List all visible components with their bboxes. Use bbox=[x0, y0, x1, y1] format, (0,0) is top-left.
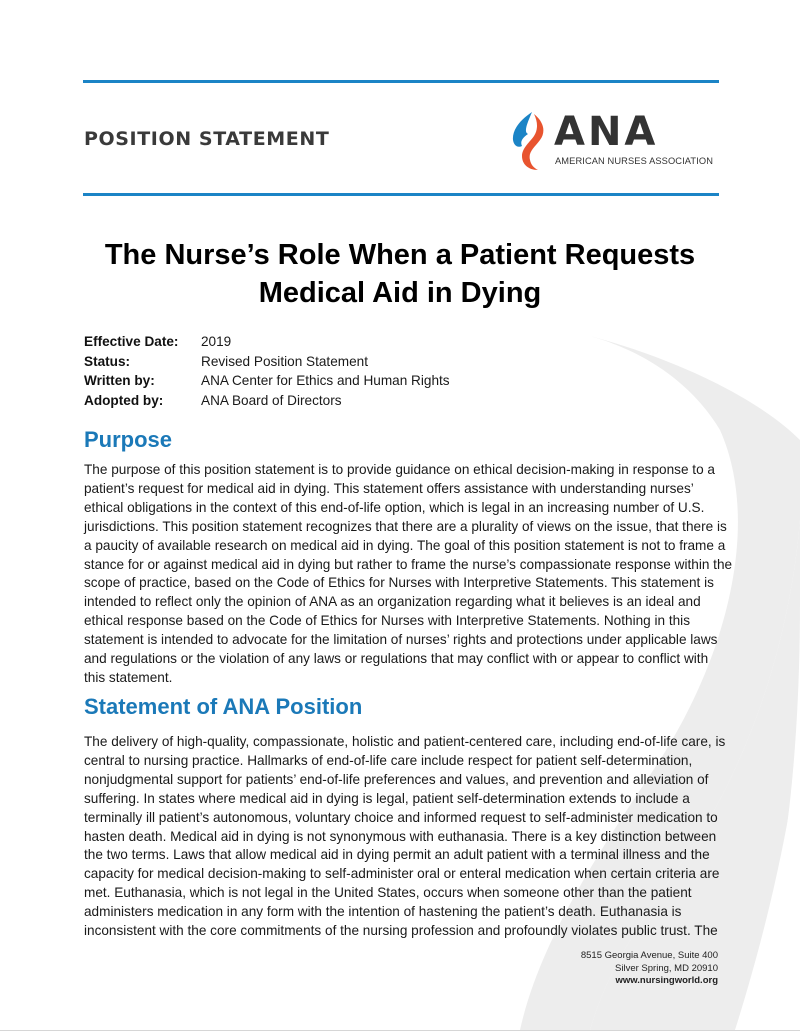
meta-label: Written by: bbox=[84, 373, 155, 388]
footer-address bbox=[581, 950, 718, 988]
text-line: The purpose of this position statement is to provide guidance on ethical decision-making in response to a bbox=[84, 462, 715, 477]
meta-value: ANA Board of Directors bbox=[201, 392, 342, 408]
ana-wordmark: ANA bbox=[554, 109, 659, 155]
text-line: suffering. In states where medical aid in dying is legal, patient self-determination extends to include a bbox=[84, 790, 690, 806]
meta-label: Adopted by: bbox=[84, 392, 164, 408]
document-metadata bbox=[84, 332, 450, 410]
ana-logo-subtitle: AMERICAN NURSES ASSOCIATION bbox=[555, 156, 714, 166]
text-line: central to nursing practice. Hallmarks of end-of-life care include respect for patient self-determination, bbox=[84, 752, 693, 768]
document-title bbox=[60, 236, 740, 312]
text-line: met. Euthanasia, which is not legal in the United States, occurs when someone other than the patient bbox=[84, 885, 692, 901]
meta-row-written-by bbox=[84, 371, 450, 391]
section-heading-purpose: Purpose bbox=[84, 427, 173, 452]
text-line: the two terms. Laws that allow medical aid in dying permit an adult patient with a terminal illness and the bbox=[84, 847, 710, 863]
ana-logo bbox=[510, 110, 725, 172]
text-line: administers medication in any form with the intention of hastening the patient’s death. Euthanasia is bbox=[84, 904, 682, 920]
text-line: terminally ill patient’s autonomous, voluntary choice and informed request to self-administer medication to bbox=[84, 809, 718, 825]
text-line: scope of practice, based on the Code of Ethics for Nurses with Interpretive Statements. This statement is bbox=[84, 575, 714, 591]
purpose-paragraph bbox=[84, 461, 733, 688]
website-link[interactable]: www.nursingworld.org bbox=[615, 975, 718, 986]
title-line-2: Medical Aid in Dying bbox=[258, 277, 542, 309]
meta-value: Revised Position Statement bbox=[201, 353, 368, 369]
address-line-2: Silver Spring, MD 20910 bbox=[615, 962, 718, 974]
text-line: and regulations or the violation of any laws or regulations that may conflict with or appear to conflict with bbox=[84, 651, 709, 667]
ana-position-paragraph bbox=[84, 733, 724, 941]
text-line: statement is intended to advocate for the limitation of nurses’ rights and protections under applicable laws bbox=[84, 632, 718, 648]
page-bottom-border bbox=[0, 1030, 800, 1031]
text-line: ethical response based on the Code of Ethics for Nurses with Interpretive Statements. Nothing in this bbox=[84, 613, 690, 629]
text-line: this statement. bbox=[84, 669, 173, 685]
text-line: ethical obligations in the context of this end-of-life option, which is legal in an increasing number of U.S. bbox=[84, 499, 705, 515]
text-line: stance for or against medical aid in dying but rather to frame the nurse’s compassionate response within the bbox=[84, 556, 733, 572]
text-line: nonjudgmental support for patients’ end-of-life preferences and values, and prevention and alleviation of bbox=[84, 771, 709, 787]
section-heading-ana-position: Statement of ANA Position bbox=[84, 694, 363, 719]
meta-row-effective-date bbox=[84, 332, 450, 352]
header-rule-bottom bbox=[83, 193, 719, 196]
ana-flame-icon bbox=[510, 110, 550, 172]
header-rule-top bbox=[83, 80, 719, 83]
meta-row-status bbox=[84, 352, 450, 372]
meta-value: 2019 bbox=[201, 334, 232, 349]
meta-row-adopted-by bbox=[84, 391, 450, 411]
text-line: intended to reflect only the opinion of ANA as an organization regarding what it believes is an ideal and bbox=[84, 594, 701, 610]
text-line: patient’s request for medical aid in dying. This statement offers assistance with understanding nurses’ bbox=[84, 480, 694, 496]
position-statement-label: POSITION STATEMENT bbox=[84, 128, 330, 150]
text-line: capacity for medical decision-making to self-administer oral or enteral medication when certain criteria are bbox=[84, 866, 720, 882]
title-line-1: The Nurse’s Role When a Patient Requests bbox=[104, 239, 696, 271]
meta-value: ANA Center for Ethics and Human Rights bbox=[201, 373, 450, 388]
text-line: jurisdictions. This position statement recognizes that there are a plurality of views on the issue, that there is bbox=[84, 518, 727, 534]
meta-label: Status: bbox=[84, 353, 131, 369]
text-line: a paucity of available research on medical aid in dying. The goal of this position statement is not to frame a bbox=[84, 537, 726, 553]
meta-label: Effective Date: bbox=[84, 334, 179, 349]
address-line-1: 8515 Georgia Avenue, Suite 400 bbox=[580, 950, 718, 961]
text-line: hasten death. Medical aid in dying is not synonymous with euthanasia. There is a key distinction between bbox=[84, 828, 717, 844]
text-line: inconsistent with the core commitments of the nursing profession and profoundly violates public trust. The bbox=[84, 923, 718, 939]
text-line: The delivery of high-quality, compassionate, holistic and patient-centered care, including end-of-life care, is bbox=[84, 734, 726, 749]
